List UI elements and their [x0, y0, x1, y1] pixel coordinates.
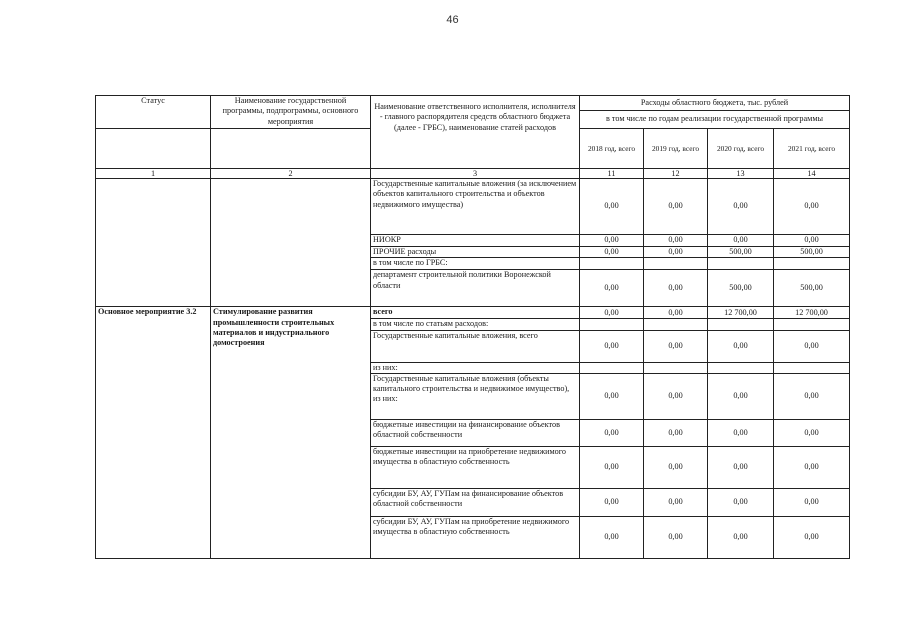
value-cell: 0,00: [708, 330, 774, 362]
expense-label: ПРОЧИЕ расходы: [371, 247, 580, 258]
expense-label: бюджетные инвестиции на приобретение недвижимого имущества в областную собственность: [371, 446, 580, 488]
value-cell: 0,00: [708, 419, 774, 446]
value-cell: 0,00: [708, 446, 774, 488]
value-cell: 0,00: [580, 307, 644, 319]
header-year-2019: 2019 год, всего: [644, 129, 708, 169]
expense-label: Государственные капитальные вложения (объекты капитального строительства и недвижимое имущество), из них:: [371, 373, 580, 419]
value-cell: 0,00: [644, 307, 708, 319]
value-cell: 500,00: [708, 270, 774, 307]
col-number: 1: [96, 169, 211, 179]
value-cell: 0,00: [644, 446, 708, 488]
col-number: 11: [580, 169, 644, 179]
value-cell: 0,00: [774, 179, 850, 235]
value-cell: 0,00: [774, 488, 850, 516]
expense-label: в том числе по статьям расходов:: [371, 319, 580, 330]
expense-label: департамент строительной политики Воронежской области: [371, 270, 580, 307]
expense-label: бюджетные инвестиции на финансирование объектов областной собственности: [371, 419, 580, 446]
value-cell: 0,00: [644, 488, 708, 516]
value-cell: 0,00: [644, 373, 708, 419]
value-cell: 500,00: [774, 270, 850, 307]
value-cell: 0,00: [774, 516, 850, 558]
expense-label: субсидии БУ, АУ, ГУПам на приобретение недвижимого имущества в областную собственность: [371, 516, 580, 558]
value-cell: 0,00: [644, 330, 708, 362]
value-cell: 0,00: [708, 488, 774, 516]
value-cell: 500,00: [708, 247, 774, 258]
header-executor: Наименование ответственного исполнителя, исполнителя - главного распорядителя средств областного бюджета (далее - ГРБС), наименование статей расходов: [371, 96, 580, 169]
expense-label: в том числе по ГРБС:: [371, 258, 580, 270]
col-number: 14: [774, 169, 850, 179]
value-cell: 0,00: [580, 419, 644, 446]
measure-status: Основное мероприятие 3.2: [96, 307, 211, 559]
expense-label: субсидии БУ, АУ, ГУПам на финансирование объектов областной собственности: [371, 488, 580, 516]
value-cell: 0,00: [580, 247, 644, 258]
value-cell: 0,00: [774, 235, 850, 247]
value-cell: 12 700,00: [774, 307, 850, 319]
value-cell: 0,00: [774, 373, 850, 419]
value-cell: 0,00: [580, 373, 644, 419]
value-cell: 12 700,00: [708, 307, 774, 319]
value-cell: 0,00: [708, 516, 774, 558]
expense-label: из них:: [371, 362, 580, 373]
value-cell: 0,00: [774, 419, 850, 446]
value-cell: 500,00: [774, 247, 850, 258]
value-cell: 0,00: [644, 179, 708, 235]
table-row: [96, 307, 850, 319]
value-cell: 0,00: [580, 235, 644, 247]
value-cell: 0,00: [580, 270, 644, 307]
measure-name: Стимулирование развития промышленности строительных материалов и индустриального домостроения: [211, 307, 371, 559]
value-cell: 0,00: [644, 419, 708, 446]
header-by-years: в том числе по годам реализации государственной программы: [580, 111, 850, 129]
header-program-name: Наименование государственной программы, подпрограммы, основного мероприятия: [211, 96, 371, 129]
value-cell: 0,00: [580, 488, 644, 516]
header-year-2021: 2021 год, всего: [774, 129, 850, 169]
header-year-2020: 2020 год, всего: [708, 129, 774, 169]
value-cell: 0,00: [644, 270, 708, 307]
expense-label: НИОКР: [371, 235, 580, 247]
value-cell: 0,00: [708, 235, 774, 247]
expense-label: всего: [371, 307, 580, 319]
col-number: 2: [211, 169, 371, 179]
col-number: 13: [708, 169, 774, 179]
header-year-2018: 2018 год, всего: [580, 129, 644, 169]
col-number: 3: [371, 169, 580, 179]
value-cell: 0,00: [644, 516, 708, 558]
value-cell: 0,00: [708, 373, 774, 419]
value-cell: 0,00: [580, 330, 644, 362]
value-cell: 0,00: [580, 516, 644, 558]
value-cell: 0,00: [708, 179, 774, 235]
table-row: [96, 179, 850, 235]
page-number: 46: [446, 14, 459, 26]
budget-table: [95, 95, 850, 559]
header-status: Статус: [96, 96, 211, 129]
value-cell: 0,00: [580, 179, 644, 235]
col-number: 12: [644, 169, 708, 179]
header-budget-title: Расходы областного бюджета, тыс. рублей: [580, 96, 850, 111]
value-cell: 0,00: [644, 247, 708, 258]
value-cell: 0,00: [644, 235, 708, 247]
value-cell: 0,00: [774, 446, 850, 488]
expense-label: Государственные капитальные вложения, всего: [371, 330, 580, 362]
value-cell: 0,00: [774, 330, 850, 362]
expense-label: Государственные капитальные вложения (за исключением объектов капитального строительства и объектов недвижимого имущества): [371, 179, 580, 235]
value-cell: 0,00: [580, 446, 644, 488]
